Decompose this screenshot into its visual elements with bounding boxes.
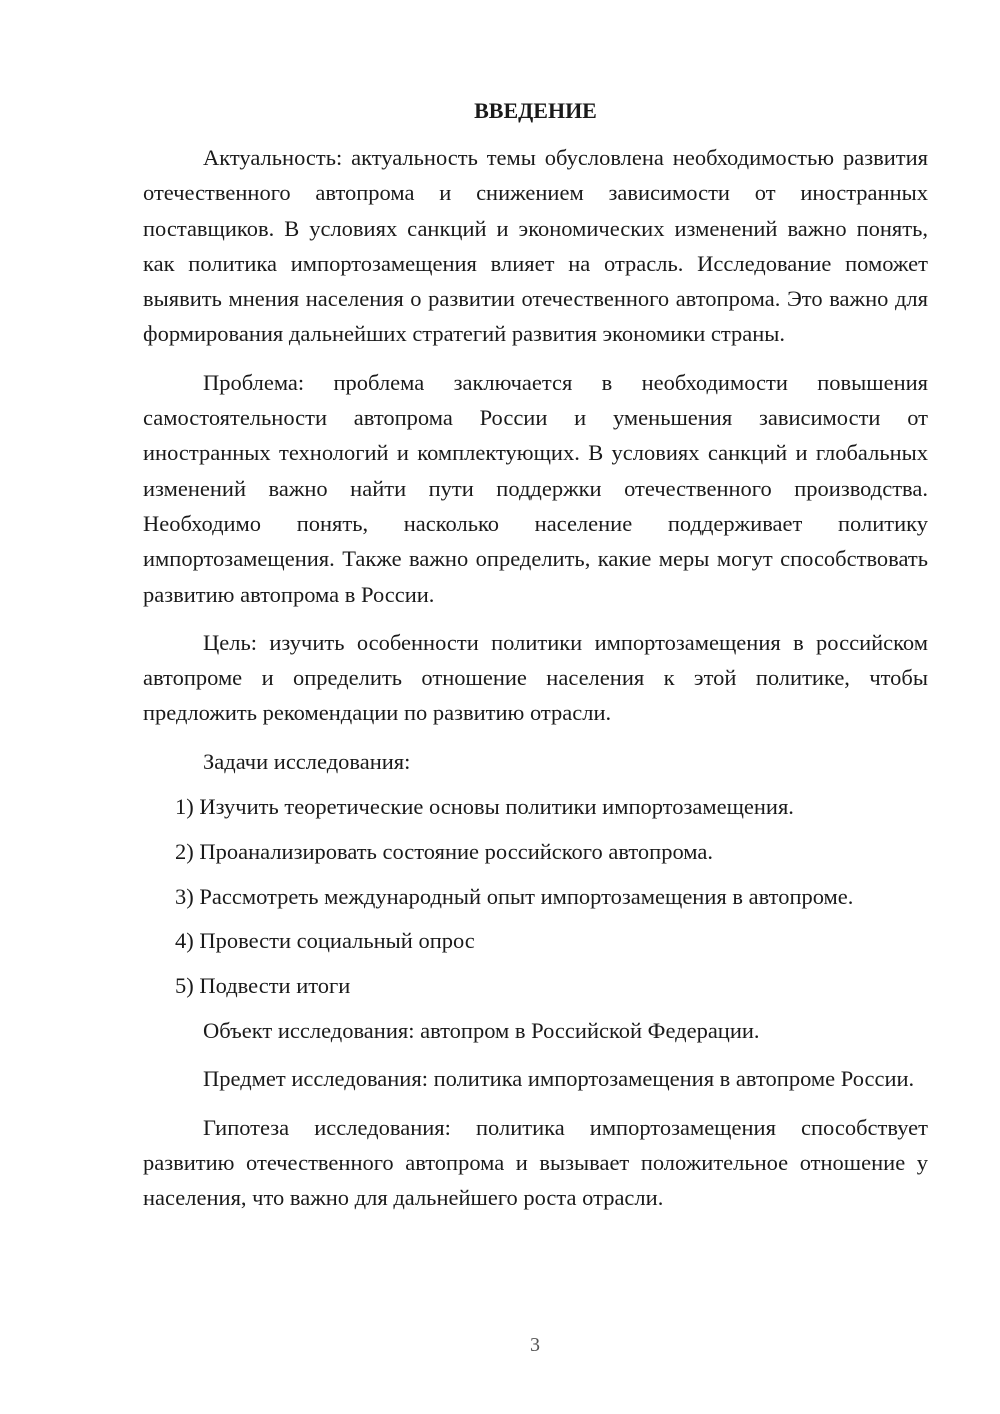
page-title: ВВЕДЕНИЕ	[474, 98, 597, 123]
task-item: 5) Подвести итоги	[175, 973, 351, 999]
tasks-list	[143, 789, 928, 1003]
tasks-heading: Задачи исследования:	[203, 748, 411, 774]
subject-paragraph: Предмет исследования: политика импортозамещения в автопроме России.	[203, 1066, 915, 1092]
problem-paragraph: Проблема: проблема заключается в необходимости повышения самостоятельности автопрома России и уменьшения зависимости от иностранных технологий и комплектующих. В условиях санкций и глобальных изменений важно найти пути поддержки отечественного производства. Необходимо понять, насколько население поддерживает политику импортозамещения. Также важно определить, какие меры могут способствовать развитию автопрома в России.	[143, 369, 928, 607]
task-item: 3) Рассмотреть международный опыт импортозамещения в автопроме.	[175, 883, 854, 909]
task-item: 2) Проанализировать состояние российского автопрома.	[175, 838, 713, 864]
object-paragraph: Объект исследования: автопром в Российской Федерации.	[203, 1018, 760, 1044]
page-content	[143, 94, 928, 1229]
relevance-paragraph: Актуальность: актуальность темы обусловлена необходимостью развития отечественного автопрома и снижением зависимости от иностранных поставщиков. В условиях санкций и экономических изменений важно понять, как политика импортозамещения влияет на отрасль. Исследование поможет выявить мнения населения о развитии отечественного автопрома. Это важно для формирования дальнейших стратегий развития экономики страны.	[143, 145, 928, 347]
hypothesis-paragraph: Гипотеза исследования: политика импортозамещения способствует развитию отечественного автопрома и вызывает положительное отношение у населения, что важно для дальнейшего роста отрасли.	[143, 1114, 928, 1211]
task-item: 1) Изучить теоретические основы политики импортозамещения.	[175, 794, 794, 820]
page-number: 3	[530, 1334, 540, 1356]
task-item: 4) Провести социальный опрос	[175, 928, 475, 954]
goal-paragraph: Цель: изучить особенности политики импортозамещения в российском автопроме и определить отношение населения к этой политике, чтобы предложить рекомендации по развитию отрасли.	[143, 629, 928, 726]
